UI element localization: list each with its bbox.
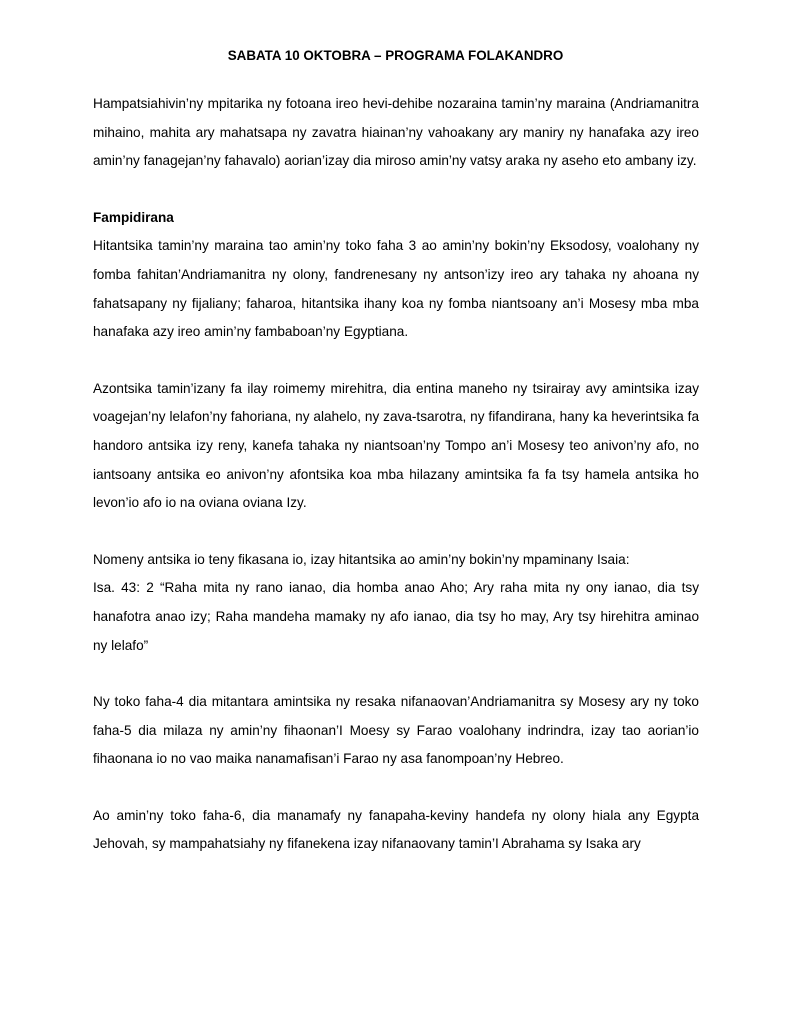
- body-paragraph: Ny toko faha-4 dia mitantara amintsika ny resaka nifanaovan’Andriamanitra sy Mosesy ary ny toko faha-5 dia milaza ny amin’ny fihaonan’I Moesy sy Farao voalohany indrindra, izay tao aorian’io fihaonana io no vao maika nanamafisan’i Farao ny asa fanompoan’ny Hebreo.: [93, 694, 699, 767]
- paragraph-spacer: [93, 176, 699, 204]
- document-body: [93, 90, 699, 859]
- paragraph-spacer: [93, 774, 699, 802]
- paragraph-spacer: [93, 347, 699, 375]
- section-heading: Fampidirana: [93, 209, 174, 225]
- body-paragraph: Hitantsika tamin’ny maraina tao amin’ny toko faha 3 ao amin’ny bokin’ny Eksodosy, voalohany ny fomba fahitan’Andriamanitra ny olony, fandrenesany ny antson’izy ireo ary tahaka ny ahoana ny fahatsapany ny fijaliany; faharoa, hitantsika ihany koa ny fomba niantsoany an’i Mosesy mba mba hanafaka azy ireo amin’ny fambaboan’ny Egyptiana.: [93, 238, 699, 340]
- body-paragraph: Azontsika tamin’izany fa ilay roimemy mirehitra, dia entina maneho ny tsirairay avy amintsika izay voagejan’ny lelafon’ny fahoriana, ny alahelo, ny zava-tsarotra, ny fifandirana, hany ka heverintsika fa handoro antsika izy reny, kanefa tahaka ny niantsoan’ny Tompo an’i Mosesy teo anivon’ny afo, no iantsoany antsika eo anivon’ny afontsika koa mba hilazany amintsika fa fa tsy hamela antsika ho levon’io afo io na oviana oviana Izy.: [93, 380, 699, 511]
- body-paragraph: Nomeny antsika io teny fikasana io, izay hitantsika ao amin’ny bokin’ny mpaminany Isaia:: [93, 551, 630, 567]
- intro-paragraph: Hampatsiahivin’ny mpitarika ny fotoana ireo hevi-dehibe nozaraina tamin’ny maraina (Andriamanitra mihaino, mahita ary mahatsapa ny zavatra hiainan’ny vahoakany ary maniry ny hanafaka azy ireo amin’ny fanagejan’ny fahavalo) aorian’izay dia miroso amin’ny vatsy araka ny aseho eto ambany izy.: [93, 96, 699, 169]
- paragraph-spacer: [93, 518, 699, 546]
- body-paragraph: Ao amin’ny toko faha-6, dia manamafy ny fanapaha-keviny handefa ny olony hiala any Egypta Jehovah, sy mampahatsiahy ny fifanekena izay nifanaovany tamin’I Abrahama sy Isaka ary: [93, 807, 699, 852]
- paragraph-spacer: [93, 660, 699, 688]
- bible-quote: Isa. 43: 2 “Raha mita ny rano ianao, dia homba anao Aho; Ary raha mita ny ony ianao, dia tsy hanafotra anao izy; Raha mandeha mamaky ny afo ianao, dia tsy ho may, Ary tsy hirehitra aminao ny lelafo”: [93, 580, 699, 653]
- page-title: SABATA 10 OKTOBRA – PROGRAMA FOLAKANDRO: [227, 48, 564, 63]
